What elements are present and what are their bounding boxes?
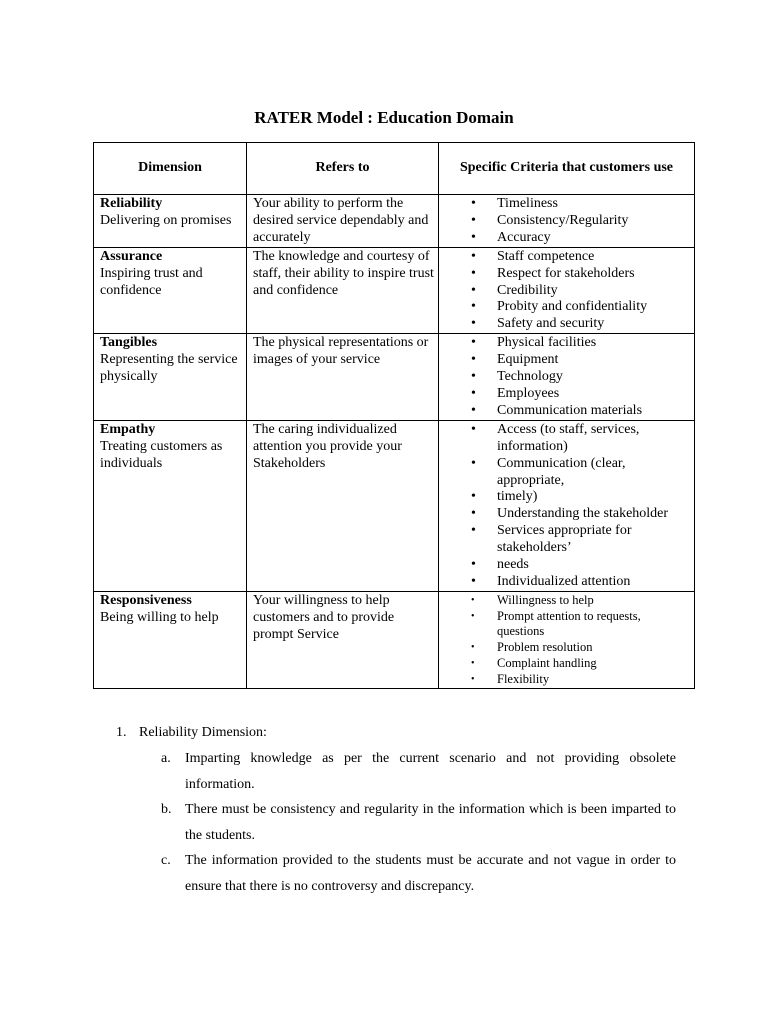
criteria-label: Probity and confidentiality: [497, 299, 648, 315]
criteria-list: [445, 249, 690, 334]
header-criteria: Specific Criteria that customers use: [439, 143, 695, 195]
criteria-label: Safety and security: [497, 316, 605, 332]
refers-to-cell: The caring individualized attention you provide your Stakeholders: [247, 420, 439, 591]
dimension-name: Empathy: [100, 421, 156, 437]
criteria-label: Consistency/Regularity: [497, 212, 629, 228]
criteria-cell: [439, 195, 695, 248]
notes-number: 1.: [116, 725, 127, 740]
criteria-cell: [439, 247, 695, 334]
list-item: [471, 369, 690, 386]
dimension-name: Tangibles: [100, 335, 158, 351]
list-item: [471, 265, 690, 283]
bullet-icon: •: [471, 196, 476, 211]
bullet-icon: •: [471, 557, 476, 573]
bullet-icon: •: [471, 673, 475, 685]
bullet-icon: •: [471, 369, 476, 385]
bullet-icon: •: [471, 421, 476, 437]
bullet-icon: •: [471, 299, 476, 315]
list-item: [471, 421, 690, 456]
list-item: [471, 335, 690, 352]
criteria-label: Problem resolution: [497, 640, 593, 655]
criteria-list: [445, 422, 690, 591]
table-row: [94, 195, 695, 248]
list-item: [116, 797, 676, 848]
item-letter: a.: [161, 751, 171, 766]
list-item: [471, 282, 690, 300]
criteria-label: Employees: [497, 385, 560, 401]
criteria-label: Individualized attention: [497, 573, 631, 589]
header-dimension: Dimension: [94, 143, 247, 195]
list-item: [471, 455, 690, 490]
refers-to-cell: Your ability to perform the desired service dependably and accurately: [247, 195, 439, 248]
dimension-cell: [94, 334, 247, 421]
bullet-icon: •: [471, 335, 476, 351]
dimension-name: Assurance: [100, 248, 163, 264]
list-item: [471, 229, 690, 247]
page-title: RATER Model : Education Domain: [254, 108, 514, 127]
criteria-cell: [439, 334, 695, 421]
dimension-cell: [94, 591, 247, 688]
item-text: Imparting knowledge as per the current scenario and not providing obsolete information.: [185, 751, 676, 792]
criteria-label: Services appropriate for stakeholders’: [497, 523, 632, 556]
criteria-label: Willingness to help: [497, 592, 594, 607]
list-item: [116, 746, 676, 797]
criteria-list: [445, 593, 690, 688]
list-item: [471, 656, 690, 672]
list-item: [471, 299, 690, 316]
list-item: [471, 402, 690, 420]
criteria-label: needs: [497, 557, 529, 573]
list-item: [471, 608, 690, 641]
criteria-label: Prompt attention to requests, questions: [497, 608, 641, 639]
refers-to-cell: The physical representations or images of your service: [247, 334, 439, 421]
bullet-icon: •: [471, 248, 476, 264]
list-item: [471, 385, 690, 403]
list-item: [116, 848, 676, 899]
table-row: [94, 247, 695, 334]
bullet-icon: •: [471, 610, 475, 622]
list-item: [471, 248, 690, 266]
list-item: [471, 523, 690, 557]
bullet-icon: •: [471, 455, 476, 471]
dimension-description: Inspiring trust and confidence: [100, 265, 203, 298]
criteria-label: Physical facilities: [497, 335, 597, 351]
bullet-icon: •: [471, 489, 476, 505]
bullet-icon: •: [471, 212, 476, 228]
table-header-row: [94, 143, 695, 195]
table-row: [94, 334, 695, 421]
criteria-label: Timeliness: [497, 196, 558, 211]
bullet-icon: •: [471, 523, 476, 539]
criteria-list: [445, 196, 690, 247]
dimension-cell: [94, 420, 247, 591]
dimension-description: Being willing to help: [100, 609, 219, 625]
dimension-description: Representing the service physically: [100, 352, 238, 385]
list-item: [471, 557, 690, 574]
criteria-cell: [439, 420, 695, 591]
list-item: [471, 573, 690, 591]
criteria-label: Communication (clear, appropriate,: [497, 455, 626, 488]
notes-heading: [116, 722, 676, 744]
criteria-label: Technology: [497, 369, 563, 385]
header-refers-to: Refers to: [247, 143, 439, 195]
item-text: There must be consistency and regularity in the information which is been imparted to the students.: [185, 802, 676, 843]
criteria-list: [445, 335, 690, 420]
criteria-label: Accuracy: [497, 229, 551, 245]
criteria-label: Communication materials: [497, 402, 643, 418]
criteria-label: Staff competence: [497, 248, 595, 264]
bullet-icon: •: [471, 316, 476, 332]
bullet-icon: •: [471, 282, 476, 298]
table-row: [94, 591, 695, 688]
criteria-label: Complaint handling: [497, 656, 597, 671]
bullet-icon: •: [471, 506, 476, 522]
list-item: [471, 316, 690, 333]
list-item: [471, 506, 690, 523]
bullet-icon: •: [471, 402, 476, 418]
refers-to-cell: Your willingness to help customers and to provide prompt Service: [247, 591, 439, 688]
item-text: The information provided to the students must be accurate and not vague in order to ensure that there is no controversy and discrepancy.: [185, 853, 676, 894]
dimension-description: Treating customers as individuals: [100, 438, 223, 471]
dimension-description: Delivering on promises: [100, 212, 232, 228]
bullet-icon: •: [471, 594, 475, 606]
dimension-cell: [94, 195, 247, 248]
criteria-label: Access (to staff, services, information): [497, 421, 640, 454]
list-item: [471, 671, 690, 688]
rater-table: [93, 142, 695, 689]
criteria-label: Flexibility: [497, 671, 550, 686]
bullet-icon: •: [471, 229, 476, 245]
bullet-icon: •: [471, 658, 475, 670]
criteria-cell: [439, 591, 695, 688]
bullet-icon: •: [471, 385, 476, 401]
criteria-label: Equipment: [497, 352, 559, 368]
bullet-icon: •: [471, 352, 476, 368]
dimension-name: Responsiveness: [100, 592, 192, 608]
notes-section: [116, 722, 676, 899]
item-letter: c.: [161, 853, 171, 868]
bullet-icon: •: [471, 265, 476, 281]
criteria-label: Respect for stakeholders: [497, 265, 635, 281]
refers-to-cell: The knowledge and courtesy of staff, their ability to inspire trust and confidence: [247, 247, 439, 334]
list-item: [471, 212, 690, 230]
bullet-icon: •: [471, 573, 476, 589]
table-row: [94, 420, 695, 591]
dimension-cell: [94, 247, 247, 334]
notes-list: [116, 746, 676, 899]
list-item: [471, 352, 690, 369]
list-item: [471, 489, 690, 506]
item-letter: b.: [161, 802, 172, 817]
list-item: [471, 592, 690, 609]
criteria-label: Credibility: [497, 282, 558, 298]
criteria-label: Understanding the stakeholder: [497, 506, 669, 522]
dimension-name: Reliability: [100, 196, 163, 211]
list-item: [471, 196, 690, 213]
notes-heading-text: Reliability Dimension:: [139, 725, 267, 740]
list-item: [471, 640, 690, 656]
criteria-label: timely): [497, 489, 538, 505]
bullet-icon: •: [471, 642, 475, 654]
